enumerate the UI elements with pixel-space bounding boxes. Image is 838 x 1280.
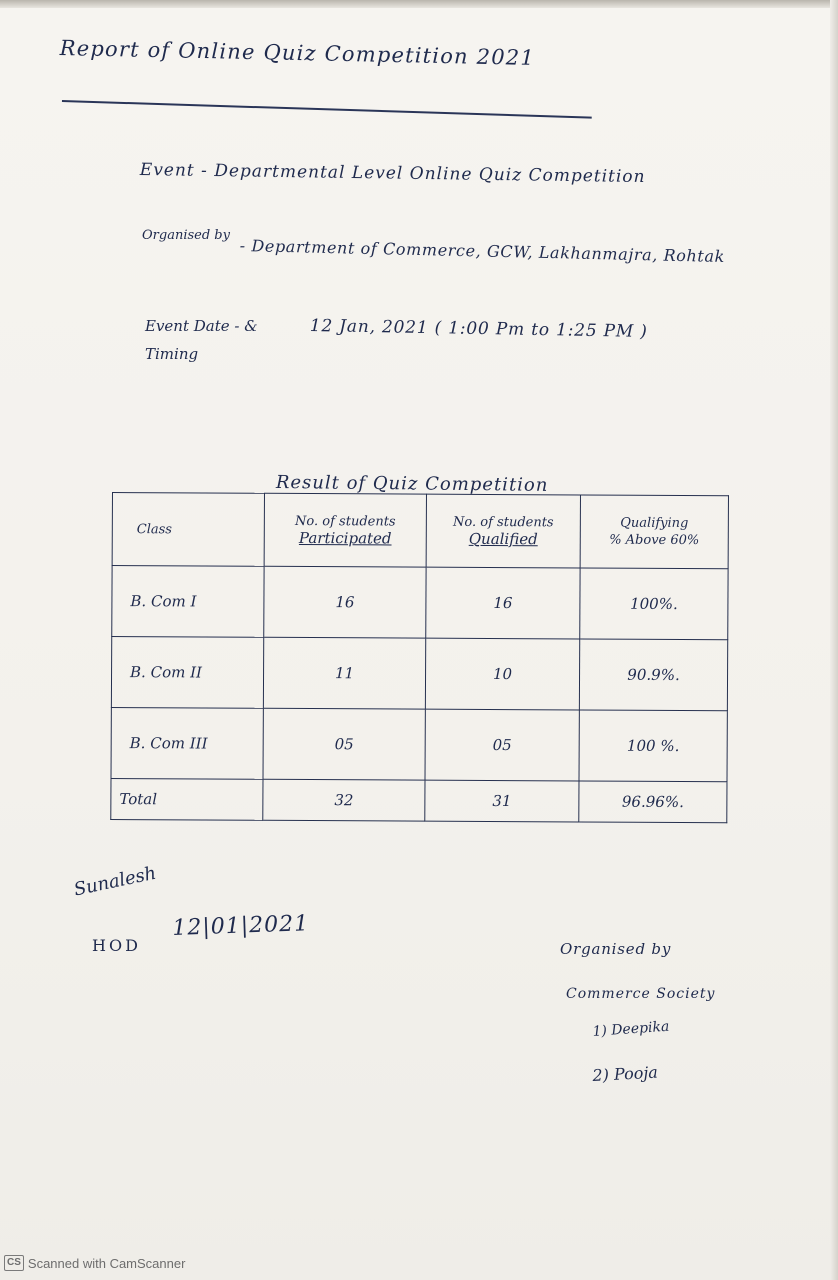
- camscanner-logo-icon: CS: [4, 1255, 24, 1271]
- row-participated: 11: [263, 637, 425, 709]
- row-qualified: 10: [425, 638, 579, 710]
- hod-label: HOD: [92, 936, 141, 955]
- report-title: Report of Online Quiz Competition 2021: [59, 36, 536, 70]
- signatory-2: 2) Pooja: [592, 1062, 659, 1085]
- header-qualified: [426, 494, 580, 568]
- row-class: B. Com II: [111, 637, 263, 709]
- row-percent: 90.9%.: [579, 639, 727, 711]
- header-percent: [580, 495, 728, 569]
- header-class: [112, 493, 264, 567]
- hod-date: 12|01|2021: [172, 911, 310, 941]
- result-title: Result of Quiz Competition: [275, 472, 549, 496]
- header-participated-bottom: Participated: [298, 528, 392, 548]
- row-participated: 05: [263, 708, 425, 780]
- header-qualified-bottom: Qualified: [468, 529, 538, 549]
- header-percent-bottom: % Above 60%: [609, 532, 700, 549]
- row-percent: 100%.: [580, 568, 728, 640]
- table-header-row: [112, 493, 728, 569]
- hod-signature: Sunalesh: [72, 862, 159, 901]
- event-line: Event - Departmental Level Online Quiz Competition: [139, 160, 646, 188]
- table-row: [112, 566, 728, 640]
- header-participated: [264, 493, 426, 567]
- page-right-edge: [830, 0, 838, 1280]
- organised-by-value: - Department of Commerce, GCW, Lakhanmajra, Rohtak: [239, 236, 726, 267]
- total-label: Total: [111, 778, 263, 820]
- title-underline: [62, 100, 592, 118]
- camscanner-text: Scanned with CamScanner: [27, 1255, 186, 1271]
- society-name: Commerce Society: [566, 986, 716, 1002]
- row-class: B. Com I: [112, 566, 264, 638]
- total-percent: 96.96%.: [579, 781, 727, 823]
- page-top-shadow: [0, 0, 838, 8]
- row-participated: 16: [264, 566, 426, 638]
- table-total-row: [111, 778, 727, 822]
- header-class-text: Class: [136, 521, 173, 537]
- header-participated-top: No. of students: [295, 513, 396, 530]
- row-class: B. Com III: [111, 707, 263, 779]
- camscanner-watermark: [4, 1254, 185, 1272]
- total-qualified: 31: [425, 780, 579, 822]
- header-percent-top: Qualifying: [620, 515, 689, 532]
- header-qualified-top: No. of students: [453, 514, 554, 531]
- row-qualified: 05: [425, 709, 579, 781]
- total-participated: 32: [263, 779, 425, 821]
- row-percent: 100 %.: [579, 710, 727, 782]
- event-date-label: Event Date - & Timing: [145, 317, 258, 363]
- result-table: [110, 492, 729, 823]
- table-row: [111, 707, 727, 781]
- row-qualified: 16: [426, 567, 580, 639]
- society-organised-by: Organised by: [560, 940, 672, 958]
- signatory-1: 1) Deepika: [592, 1018, 670, 1040]
- event-date-value: 12 Jan, 2021 ( 1:00 Pm to 1:25 PM ): [309, 316, 648, 342]
- organised-by-label: Organised by: [142, 228, 230, 243]
- table-row: [111, 637, 727, 711]
